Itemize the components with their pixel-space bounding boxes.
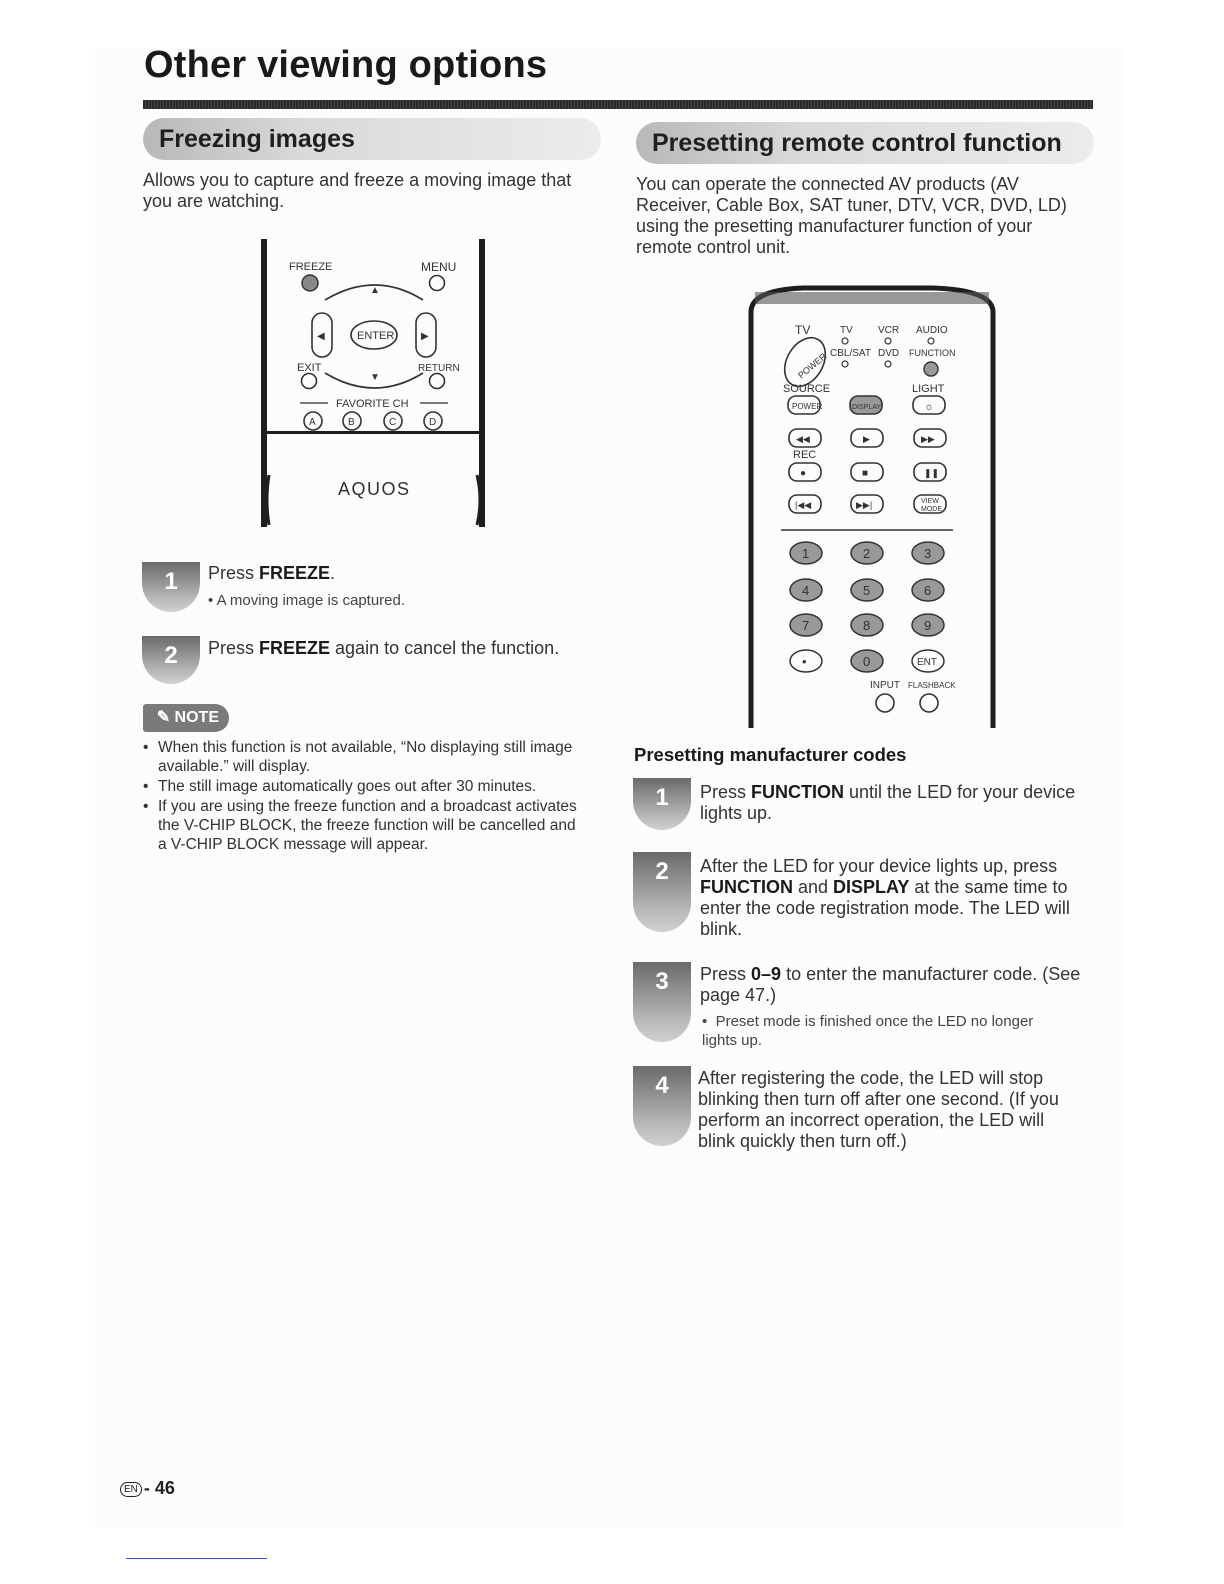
step-badge-r1: 1	[633, 778, 691, 830]
return-label: RETURN	[418, 363, 460, 374]
preset-step-4: After registering the code, the LED will stop blinking then turn off after one second. (If you perform an incorrect operation, the LED will blink quickly then turn off.)	[698, 1068, 1059, 1151]
return-button	[430, 374, 445, 389]
aquos-logo: AQUOS	[338, 479, 411, 499]
freezing-images-header: Freezing images	[143, 118, 601, 160]
preset-remote-illustration	[743, 282, 998, 728]
svg-text:POWER: POWER	[796, 351, 829, 381]
note-item: • When this function is not available, “No displaying still image available.” will display.	[140, 738, 580, 776]
step-badge-r4: 4	[633, 1066, 691, 1146]
preset-step-3: Press 0–9 to enter the manufacturer code. (See page 47.)	[700, 964, 1081, 1005]
svg-text:D: D	[429, 417, 437, 428]
svg-text:|◀◀: |◀◀	[795, 500, 812, 510]
svg-text:❚❚: ❚❚	[924, 468, 940, 478]
svg-text:◀: ◀	[317, 331, 325, 342]
freeze-step-2: Press FREEZE again to cancel the function.	[208, 638, 560, 658]
svg-text:AUDIO: AUDIO	[916, 325, 948, 336]
svg-text:9: 9	[924, 618, 932, 633]
freeze-button	[302, 275, 318, 291]
menu-label: MENU	[421, 260, 457, 274]
freeze-step-1: Press FREEZE.	[208, 563, 336, 583]
note-list	[140, 738, 580, 855]
note-item: • The still image automatically goes out after 30 minutes.	[140, 777, 580, 796]
svg-text:1: 1	[802, 546, 810, 561]
step-badge-2: 2	[142, 636, 200, 684]
step-badge-r3: 3	[633, 962, 691, 1042]
presetting-header: Presetting remote control function	[636, 122, 1094, 164]
manufacturer-codes-heading: Presetting manufacturer codes	[634, 744, 907, 765]
svg-text:4: 4	[802, 583, 810, 598]
svg-text:▶: ▶	[421, 331, 429, 342]
svg-text:▶▶|: ▶▶|	[856, 500, 873, 510]
svg-text:LIGHT: LIGHT	[912, 383, 945, 395]
enter-label: ENTER	[357, 330, 395, 342]
favorite-ch-label: FAVORITE CH	[336, 398, 409, 410]
note-pencil-icon: ✎	[156, 709, 175, 726]
note-item: • If you are using the freeze function and a broadcast activates the V-CHIP BLOCK, the freeze function will be cancelled and a V-CHIP BLOCK message will appear.	[140, 797, 580, 854]
preset-step-1: Press FUNCTION until the LED for your device lights up.	[700, 782, 1076, 823]
function-button	[924, 362, 938, 376]
svg-text:■: ■	[862, 468, 869, 479]
svg-text:POWER: POWER	[792, 402, 823, 411]
svg-text:◀◀: ◀◀	[796, 434, 810, 444]
freeze-label: FREEZE	[289, 261, 333, 273]
svg-text:2: 2	[863, 546, 871, 561]
note-badge: ✎ NOTE	[143, 704, 229, 732]
svg-text:ENT: ENT	[917, 657, 937, 668]
svg-text:A: A	[309, 417, 316, 428]
svg-text:●: ●	[800, 468, 807, 479]
svg-text:REC: REC	[793, 449, 817, 461]
svg-text:VCR: VCR	[878, 325, 900, 336]
svg-text:DISPLAY: DISPLAY	[852, 404, 882, 411]
preset-step-2: After the LED for your device lights up, press FUNCTION and DISPLAY at the same time to enter the code registration mode. The LED will blink.	[700, 856, 1070, 939]
page-number: EN - 46	[120, 1478, 175, 1499]
input-button	[876, 694, 894, 712]
svg-text:3: 3	[924, 546, 932, 561]
svg-text:8: 8	[863, 618, 871, 633]
svg-text:☼: ☼	[924, 401, 935, 413]
svg-text:DVD: DVD	[878, 348, 900, 359]
title-rule	[143, 100, 1093, 109]
svg-text:FUNCTION: FUNCTION	[909, 348, 956, 358]
svg-text:5: 5	[863, 583, 871, 598]
svg-text:▶▶: ▶▶	[921, 434, 935, 444]
svg-text:7: 7	[802, 618, 810, 633]
flashback-button	[920, 694, 938, 712]
svg-text:SOURCE: SOURCE	[783, 383, 831, 395]
svg-text:TV: TV	[840, 325, 853, 336]
svg-text:FLASHBACK: FLASHBACK	[908, 681, 956, 690]
freeze-remote-illustration	[255, 235, 495, 527]
svg-text:C: C	[389, 417, 397, 428]
page-title: Other viewing options	[144, 44, 548, 86]
en-badge-icon: EN	[120, 1482, 142, 1497]
freeze-step-1-bullet: • A moving image is captured.	[208, 592, 406, 609]
svg-text:INPUT: INPUT	[870, 680, 900, 691]
svg-text:TV: TV	[795, 323, 811, 337]
exit-button	[302, 374, 317, 389]
svg-text:VIEW: VIEW	[921, 498, 939, 505]
step-badge-1: 1	[142, 562, 200, 612]
svg-text:▶: ▶	[863, 434, 870, 444]
freezing-intro: Allows you to capture and freeze a moving image that you are watching.	[143, 170, 572, 211]
step-badge-r2: 2	[633, 852, 691, 932]
svg-text:▲: ▲	[370, 285, 380, 296]
bottom-divider	[126, 1558, 267, 1559]
svg-text:CBL/SAT: CBL/SAT	[830, 348, 871, 359]
svg-text:B: B	[348, 417, 355, 428]
digit-keypad	[790, 542, 944, 672]
exit-label: EXIT	[297, 362, 322, 374]
svg-text:MODE: MODE	[921, 506, 942, 513]
svg-text:•: •	[802, 654, 807, 669]
preset-step-3-bullet: • Preset mode is finished once the LED no longer lights up.	[702, 1013, 1034, 1049]
menu-button	[430, 276, 445, 291]
svg-text:6: 6	[924, 583, 932, 598]
presetting-intro: You can operate the connected AV products (AV Receiver, Cable Box, SAT tuner, DTV, VCR, DVD, LD) using the presetting manufacturer function of your remote control unit.	[636, 174, 1067, 257]
svg-text:0: 0	[863, 654, 871, 669]
svg-text:▼: ▼	[370, 372, 380, 383]
